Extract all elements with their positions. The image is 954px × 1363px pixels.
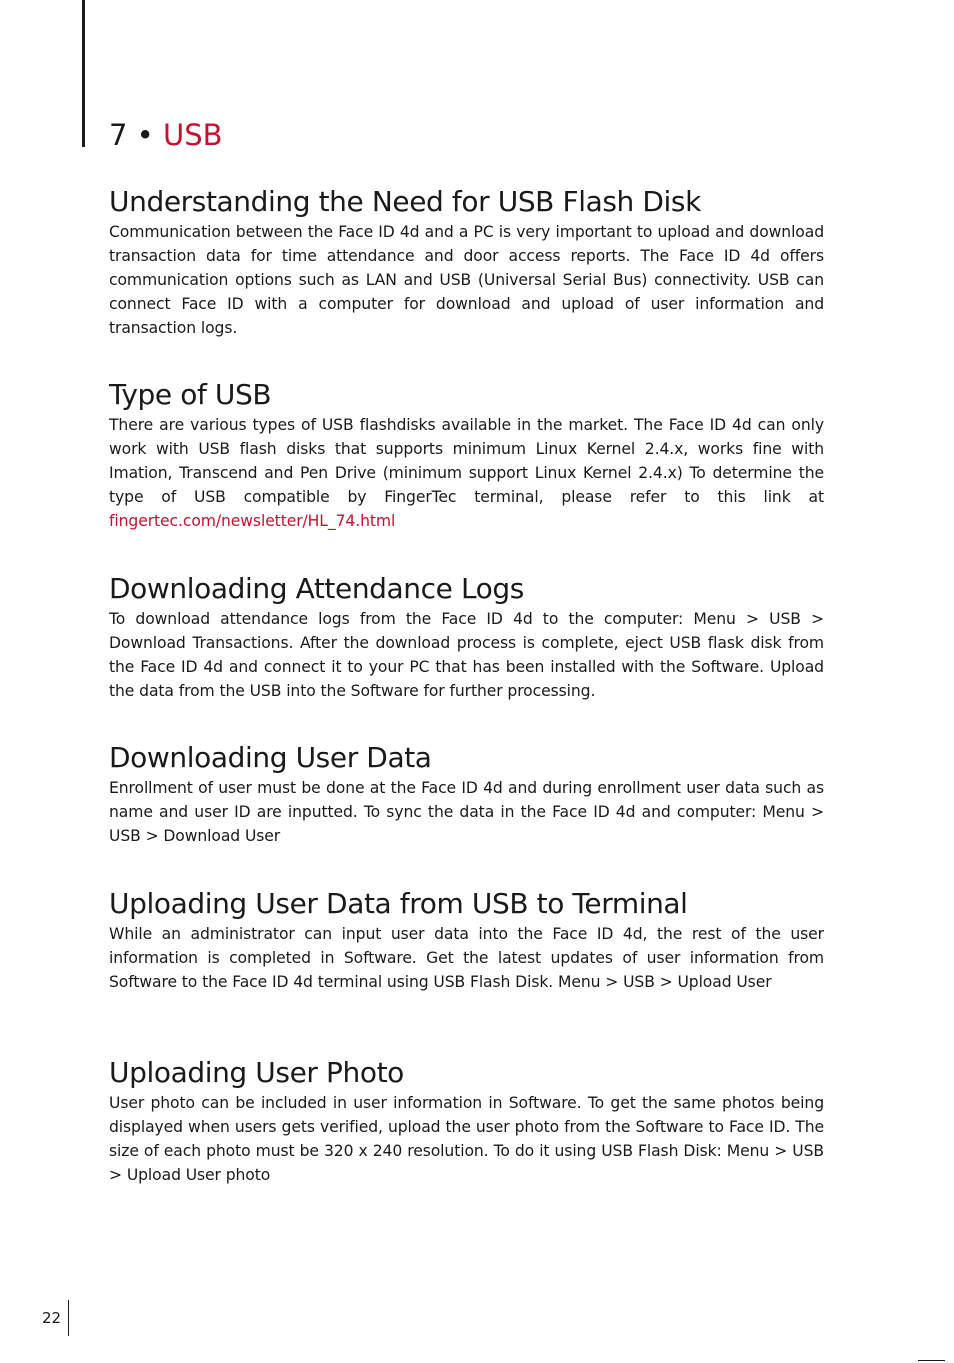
section-heading: Downloading User Data <box>109 741 432 774</box>
page-number: 22 <box>42 1309 62 1327</box>
section-uploading-user-data <box>109 886 824 994</box>
chapter-separator: • <box>127 118 163 152</box>
chapter-number: 7 <box>109 118 128 152</box>
section-heading: Uploading User Photo <box>109 1056 404 1089</box>
section-body: While an administrator can input user data into the Face ID 4d, the rest of the user information is completed in Software. Get the latest updates of user information from Software to the Face ID 4d terminal using USB Flash Disk. Menu > USB > Upload User <box>109 925 824 991</box>
section-body-text: There are various types of USB flashdisks available in the market. The Face ID 4d can only work with USB flash disks that supports minimum Linux Kernel 2.4.x, works fine with Imation, Transcend and Pen Drive (minimum support Linux Kernel 2.4.x) To determine the type of USB compatible by FingerTec terminal, please refer to this link at <box>109 416 824 506</box>
section-heading: Downloading Attendance Logs <box>109 572 524 605</box>
section-body <box>109 413 824 533</box>
section-uploading-user-photo <box>109 1055 824 1187</box>
section-heading: Understanding the Need for USB Flash Disk <box>109 185 701 218</box>
chapter-title <box>109 115 223 155</box>
corner-crop-mark <box>918 1360 945 1361</box>
newsletter-link[interactable]: fingertec.com/newsletter/HL_74.html <box>109 512 396 530</box>
section-body: Communication between the Face ID 4d and a PC is very important to upload and download transaction data for time attendance and door access reports. The Face ID 4d offers communication options such as LAN and USB (Universal Serial Bus) connectivity. USB can connect Face ID with a computer for download and upload of user information and transaction logs. <box>109 223 824 337</box>
section-body: Enrollment of user must be done at the Face ID 4d and during enrollment user data such as name and user ID are inputted. To sync the data in the Face ID 4d and computer: Menu > USB > Download User <box>109 779 824 845</box>
section-heading: Type of USB <box>109 378 272 411</box>
section-usb-flash-disk-need <box>109 184 824 340</box>
section-heading: Uploading User Data from USB to Terminal <box>109 887 688 920</box>
section-downloading-user-data <box>109 740 824 848</box>
section-downloading-attendance-logs <box>109 571 824 703</box>
footer-rule <box>68 1300 69 1336</box>
section-body: User photo can be included in user information in Software. To get the same photos being displayed when users gets verified, upload the user photo from the Software to Face ID. The size of each photo must be 320 x 240 resolution. To do it using USB Flash Disk: Menu > USB > Upload User photo <box>109 1094 824 1184</box>
section-type-of-usb <box>109 377 824 533</box>
top-margin-rule <box>82 0 85 147</box>
section-body: To download attendance logs from the Face ID 4d to the computer: Menu > USB > Download Transactions. After the download process is complete, eject USB flask disk from the Face ID 4d and connect it to your PC that has been installed with the Software. Upload the data from the USB into the Software for further processing. <box>109 610 824 700</box>
chapter-name: USB <box>163 118 223 152</box>
